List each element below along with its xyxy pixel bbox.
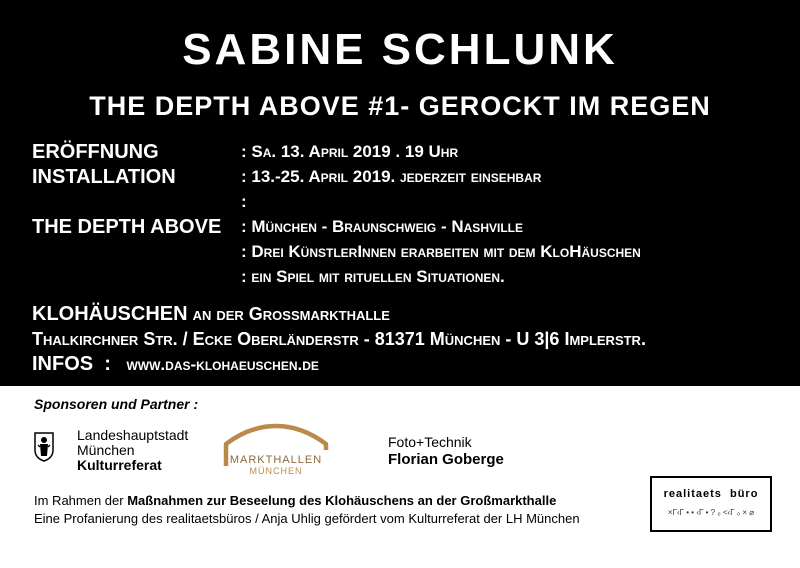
eroeffnung-label: ERÖFFNUNG [32,141,159,163]
lh-line-1: Landeshauptstadt [77,427,189,443]
rahmen-line [34,492,556,509]
separator-colon: : [241,192,247,211]
eroeffnung-value: : Sa. 13. April 2019 . 19 Uhr [241,142,459,161]
venue-line [32,301,390,327]
sponsors-panel [0,386,800,568]
markthallen-wordmark: MARKTHALLEN [229,454,323,466]
foto-line-1: Foto+Technik [388,434,472,450]
foto-line-2: Florian Goberge [388,451,504,468]
artist-name: SABINE SCHLUNK [182,25,618,74]
installation-value: : 13.-25. April 2019. jederzeit einsehbar [241,167,542,186]
realitaetsbuero-logo [650,476,772,532]
profanierung-line: Eine Profanierung des realitaetsbüros / Anja Uhlig gefördert vom Kulturreferat der LH München [34,511,580,526]
realitaetsbuero-glyphs: ×Γ‹Γ • • ‹Γ • ? ₀ ˂‹Γ ₀ × ⌀ [667,508,755,517]
website-link[interactable]: www.das-klohaeuschen.de [126,355,319,374]
rahmen-prefix: Im Rahmen der [34,493,128,508]
depth-line-2: : Drei KünstlerInnen erarbeiten mit dem KloHäuschen [241,242,641,261]
munich-coat-of-arms-icon [34,432,54,462]
installation-label: INSTALLATION [32,166,176,188]
sponsors-label: Sponsoren und Partner : [34,396,199,412]
lh-line-2: München [77,442,135,458]
exhibition-title: THE DEPTH ABOVE #1- GEROCKT IM REGEN [89,91,711,121]
markthallen-city: MÜNCHEN [249,466,303,476]
rahmen-bold: Maßnahmen zur Beseelung des Klohäuschens an der Großmarkthalle [127,493,557,508]
realitaetsbuero-title: realitaets büro [663,488,759,500]
lh-muenchen-logo-text [77,428,188,473]
infos-label: INFOS : [32,353,111,375]
depth-line-1: : München - Braunschweig - Nashville [241,217,523,236]
infos-line [32,351,319,378]
foto-technik-text [388,434,504,468]
depth-above-label: THE DEPTH ABOVE [32,216,222,238]
venue-name-suffix: an der Großmarkthalle [187,304,390,324]
venue-name: KLOHÄUSCHEN [32,303,188,325]
depth-line-3: : ein Spiel mit rituellen Situationen. [241,267,505,286]
venue-address: Thalkirchner Str. / Ecke Oberländerstr - 81371 München - U 3|6 Implerstr. [32,329,646,349]
lh-line-3: Kulturreferat [77,457,162,473]
